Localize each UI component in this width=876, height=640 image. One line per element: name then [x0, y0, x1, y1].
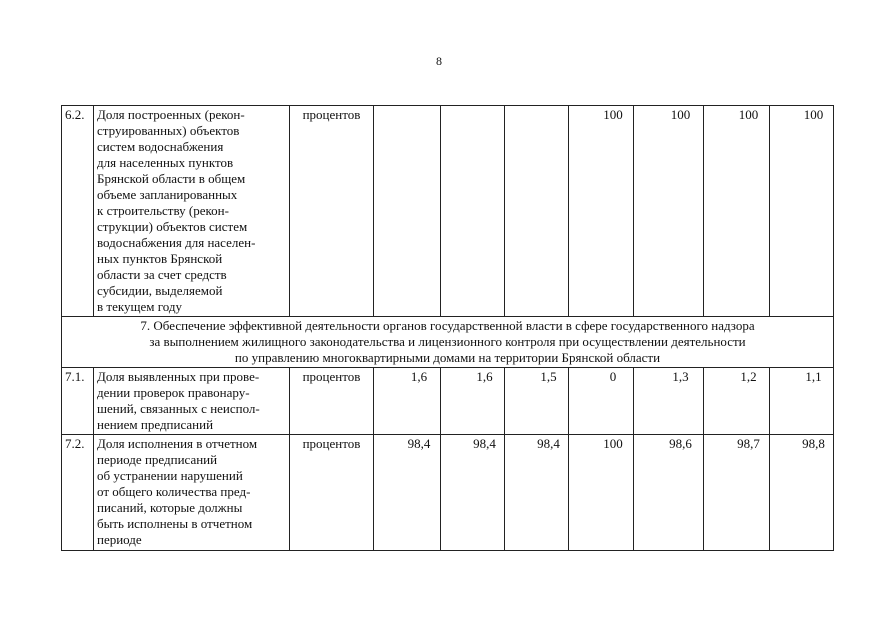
- table-row: [62, 368, 834, 435]
- section-row: [62, 317, 834, 368]
- value-cell: 100: [770, 106, 834, 317]
- value-cell: 1,6: [374, 368, 441, 435]
- indicator-name: Доля выявленных при прове- дении проверок правонару- шений, связанных с неиспол- нением предписаний: [94, 368, 290, 435]
- value-cell: 98,4: [374, 435, 441, 551]
- table-row: [62, 435, 834, 551]
- unit-cell: процентов: [290, 435, 374, 551]
- value-cell: 100: [634, 106, 704, 317]
- row-number: 7.1.: [62, 368, 94, 435]
- value-cell: 100: [569, 106, 634, 317]
- value-cell: 1,3: [634, 368, 704, 435]
- value-cell: 0: [569, 368, 634, 435]
- value-cell: 98,4: [505, 435, 569, 551]
- value-cell: 1,2: [704, 368, 770, 435]
- indicators-table: [61, 105, 834, 551]
- value-cell: 1,1: [770, 368, 834, 435]
- value-cell: 100: [569, 435, 634, 551]
- value-cell: [374, 106, 441, 317]
- value-cell: 98,8: [770, 435, 834, 551]
- value-cell: 1,6: [441, 368, 505, 435]
- value-cell: 1,5: [505, 368, 569, 435]
- indicator-name: Доля построенных (рекон- струированных) объектов систем водоснабжения для населенных пунктов Брянской области в общем объеме запланированных к строительству (рекон- струкции) объектов систем водоснабжения для населен- ных пунктов Брянской области за счет средств субсидии, выделяемой в текущем году: [94, 106, 290, 317]
- value-cell: 98,7: [704, 435, 770, 551]
- table-row: [62, 106, 834, 317]
- row-number: 7.2.: [62, 435, 94, 551]
- indicator-name: Доля исполнения в отчетном периоде предписаний об устранении нарушений от общего количества пред- писаний, которые должны быть исполнены в отчетном периоде: [94, 435, 290, 551]
- value-cell: 100: [704, 106, 770, 317]
- row-number: 6.2.: [62, 106, 94, 317]
- value-cell: [441, 106, 505, 317]
- unit-cell: процентов: [290, 106, 374, 317]
- value-cell: 98,6: [634, 435, 704, 551]
- unit-cell: процентов: [290, 368, 374, 435]
- value-cell: 98,4: [441, 435, 505, 551]
- page-number: 8: [436, 54, 442, 68]
- value-cell: [505, 106, 569, 317]
- section-heading: 7. Обеспечение эффективной деятельности органов государственной власти в сфере государственного надзора за выполнением жилищного законодательства и лицензионного контроля при осуществлении деятельности по управлению многоквартирными домами на территории Брянской области: [62, 317, 834, 368]
